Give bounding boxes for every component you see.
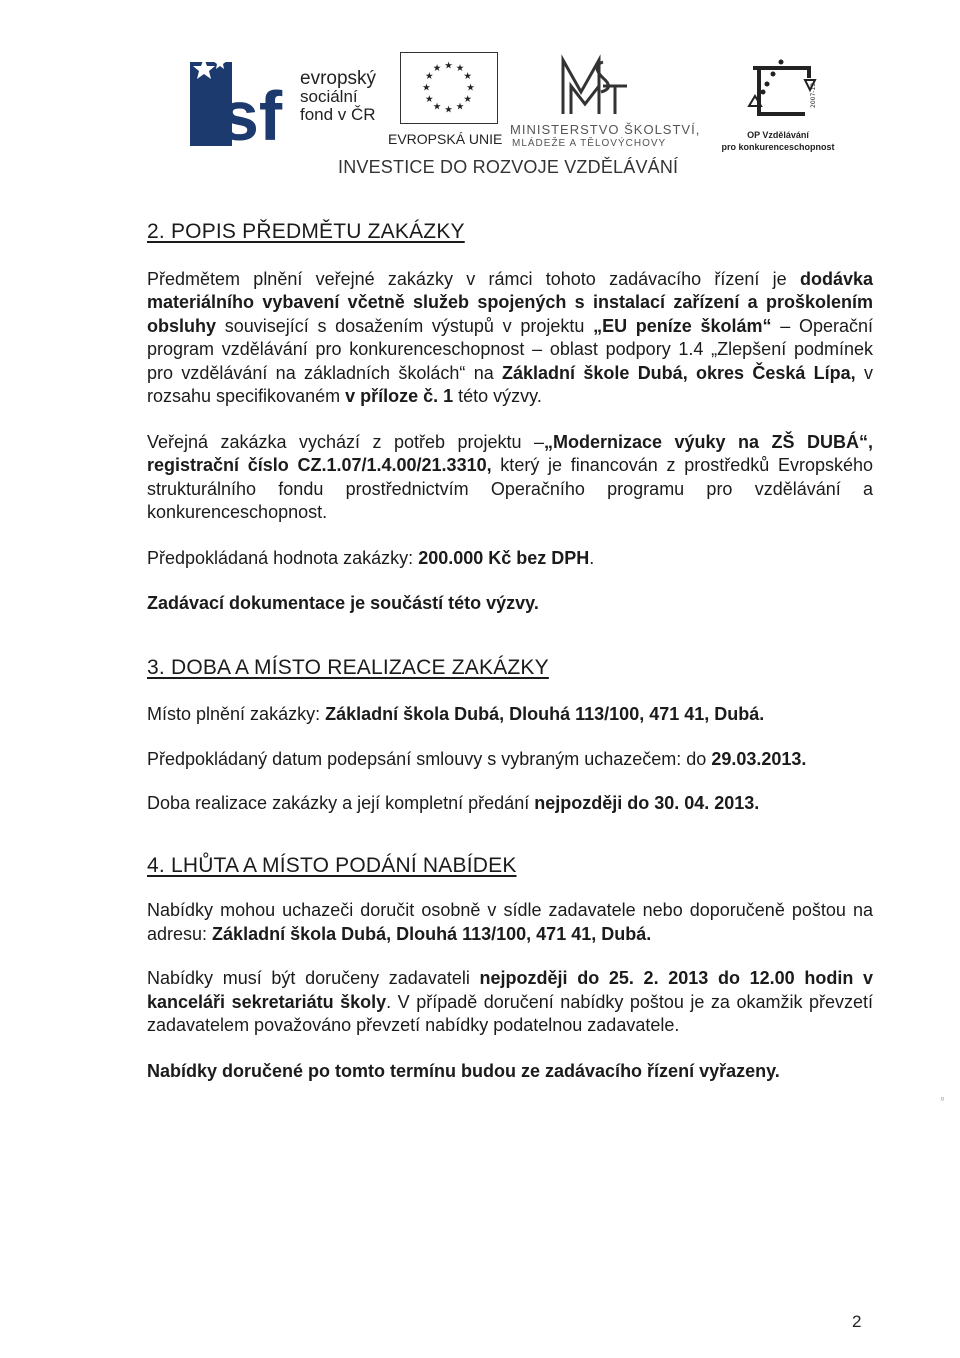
bold-span: nejpozději do 30. 04. 2013. xyxy=(534,793,760,813)
bold-span: 200.000 Kč bez DPH xyxy=(418,547,590,568)
svg-text:★: ★ xyxy=(444,60,453,72)
op-side-label: 2007-13 xyxy=(810,82,817,108)
text-span: . xyxy=(589,547,595,568)
bold-span: Základní škole Dubá, okres Česká Lípa, xyxy=(502,362,856,383)
svg-text:e: e xyxy=(192,77,231,146)
op-logo xyxy=(745,56,821,122)
page-number: 2 xyxy=(852,1312,862,1331)
svg-text:sf: sf xyxy=(220,77,283,146)
esf-logo xyxy=(190,54,288,146)
text-span: související s dosažením výstupů v projektu xyxy=(216,315,594,336)
svg-text:★: ★ xyxy=(463,70,472,82)
text-span: Předpokládaný datum podepsání smlouvy s vybraným uchazečem: do xyxy=(147,748,712,769)
op-line2: pro konkurenceschopnost xyxy=(721,142,835,152)
text-span: – Operační program vzdělávání pro konkurenceschopnost – oblast podpory 1.4 „Zlepšení podmínek pro vzdělávání na základních školách“ na xyxy=(147,315,873,383)
svg-text:★: ★ xyxy=(455,101,465,113)
section4-heading: 4. LHŮTA A MÍSTO PODÁNÍ NABÍDEK xyxy=(147,853,517,877)
text-span: Nabídky musí být doručeny zadavateli xyxy=(147,968,480,988)
svg-text:★: ★ xyxy=(455,63,465,75)
op-line1: OP Vzdělávání xyxy=(747,130,809,140)
svg-text:★: ★ xyxy=(432,101,442,113)
section4-paragraph3 xyxy=(147,1060,873,1084)
bold-span: Nabídky doručené po tomto termínu budou ze zadávacího řízení vyřazeny. xyxy=(147,1060,780,1081)
bold-span: Základní škola Dubá, Dlouhá 113/100, 471 41, Dubá. xyxy=(325,704,765,724)
esf-line1: evropský xyxy=(300,68,377,89)
section2-heading: 2. POPIS PŘEDMĚTU ZAKÁZKY xyxy=(147,220,465,243)
text-span: Veřejná zakázka vychází z potřeb projektu – xyxy=(147,431,545,452)
svg-text:★: ★ xyxy=(432,63,442,75)
text-span: Předmětem plnění veřejné zakázky v rámci tohoto zadávacího řízení je xyxy=(147,268,800,289)
svg-text:★: ★ xyxy=(422,82,431,94)
logo-banner xyxy=(190,52,840,152)
esf-wordmark xyxy=(300,70,376,124)
text-span: Doba realizace zakázky a její kompletní předání xyxy=(147,793,535,813)
svg-text:★: ★ xyxy=(425,70,434,82)
svg-text:★: ★ xyxy=(466,82,475,94)
section4-paragraph2 xyxy=(147,967,873,1038)
section3-paragraph3 xyxy=(147,792,873,816)
text-span: v rozsahu specifikovaném xyxy=(147,362,873,406)
eu-label: EVROPSKÁ UNIE xyxy=(388,131,503,147)
eu-stars-icon xyxy=(401,53,496,122)
section2-paragraph4 xyxy=(147,592,873,616)
section2-paragraph1 xyxy=(147,268,873,409)
ministry-line2: MLÁDEŽE A TĚLOVÝCHOVY xyxy=(512,138,667,149)
esf-line3: fond v ČR xyxy=(300,105,376,124)
bold-span: Základní škola Dubá, Dlouhá 113/100, 471 41, Dubá. xyxy=(212,923,652,944)
msmt-logo xyxy=(545,52,645,118)
text-span: který je financován z prostředků Evropského strukturálního fondu prostřednictvím Operačního programu pro vzdělávání a konkurenceschopnost. xyxy=(147,455,873,522)
bold-span: dodávka materiálního vybavení včetně služeb spojených s instalací zařízení a proškolením obsluhy xyxy=(147,268,873,336)
svg-text:★: ★ xyxy=(463,93,472,105)
text-span: . V případě doručení nabídky poštou je za okamžik převzetí zadavatelem považováno převzetí nabídky podatelnou zadavatele. xyxy=(147,991,874,1035)
svg-text:★: ★ xyxy=(425,93,434,105)
esf-line2: sociální xyxy=(300,87,358,106)
section2-paragraph3 xyxy=(147,547,873,571)
bold-span: „Modernizace výuky na ZŠ DUBÁ“, registrační číslo CZ.1.07/1.4.00/21.3310, xyxy=(147,431,873,475)
svg-text:★: ★ xyxy=(444,104,453,116)
scan-speck: ◦ xyxy=(940,1090,945,1106)
bold-span: Zadávací dokumentace je součástí této výzvy. xyxy=(147,593,539,613)
bold-span: nejpozději do 25. 2. 2013 do 12.00 hodin v kanceláři sekretariátu školy xyxy=(147,968,873,1012)
ministry-line1: MINISTERSTVO ŠKOLSTVÍ, xyxy=(510,122,701,137)
investment-slogan: INVESTICE DO ROZVOJE VZDĚLÁVÁNÍ xyxy=(338,157,679,177)
text-span: Nabídky mohou uchazeči doručit osobně v sídle zadavatele nebo doporučeně poštou na adresu: xyxy=(147,900,873,944)
section3-paragraph1 xyxy=(147,703,873,727)
section2-paragraph2 xyxy=(147,431,873,525)
text-span: Místo plnění zakázky: xyxy=(147,704,326,724)
text-span: této výzvy. xyxy=(453,386,542,406)
section4-paragraph1 xyxy=(147,899,873,946)
bold-span: v příloze č. 1 xyxy=(345,386,454,406)
document-body xyxy=(147,220,873,1083)
eu-flag xyxy=(400,52,498,124)
bold-span: „EU peníze školám“ xyxy=(593,315,772,336)
section3-paragraph2 xyxy=(147,748,873,772)
section3-heading: 3. DOBA A MÍSTO REALIZACE ZAKÁZKY xyxy=(147,655,549,679)
text-span: Předpokládaná hodnota zakázky: xyxy=(147,547,419,568)
bold-span: 29.03.2013. xyxy=(711,748,807,769)
